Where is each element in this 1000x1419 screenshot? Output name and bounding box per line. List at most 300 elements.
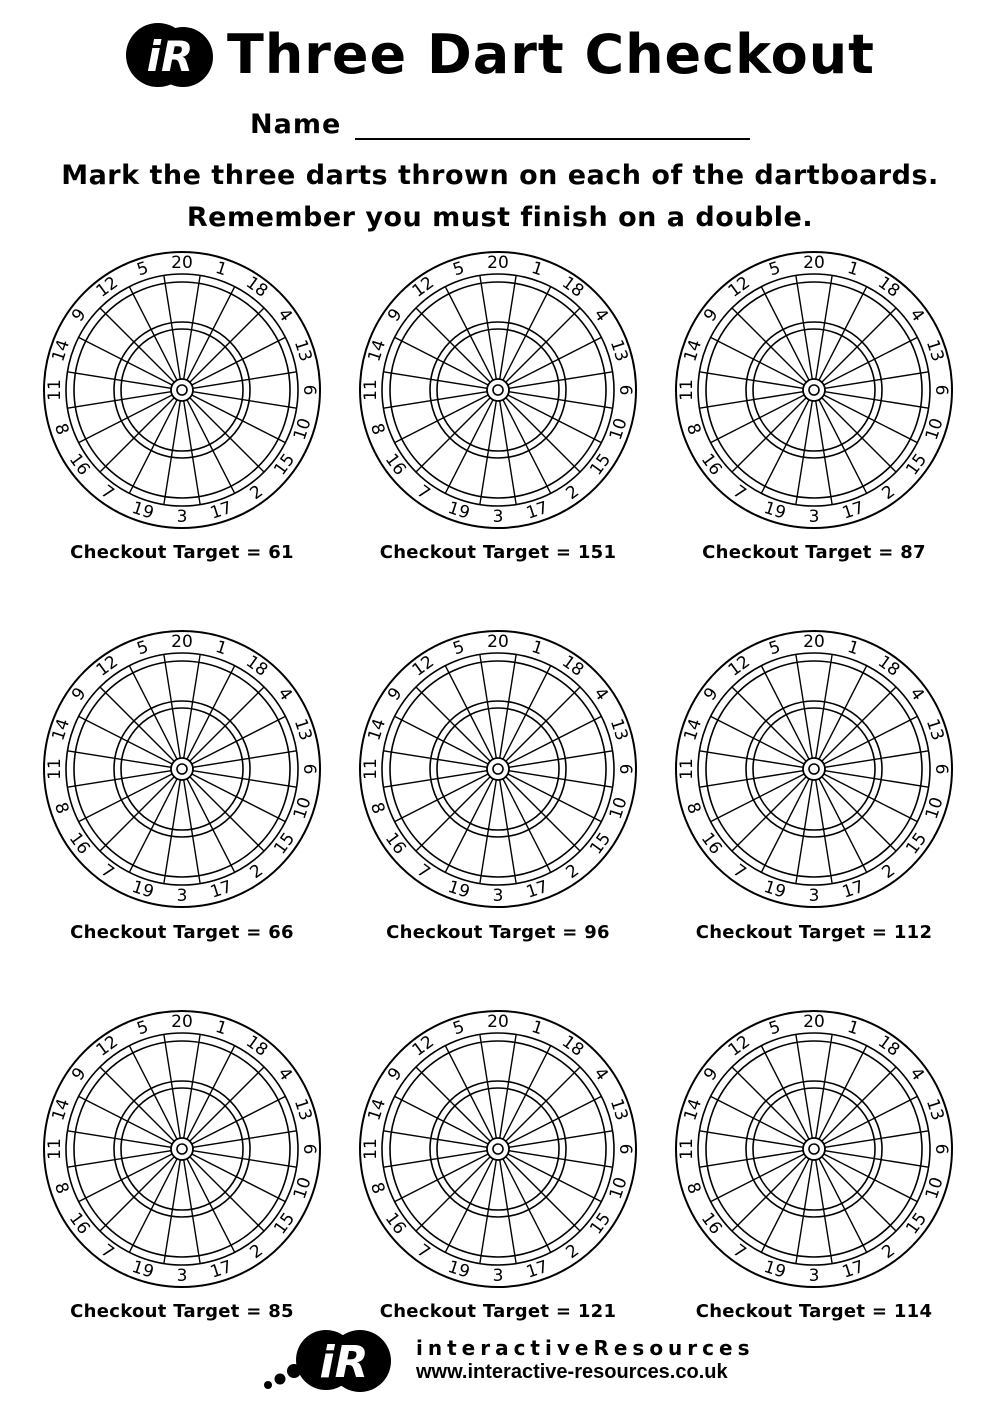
segment-divider (164, 275, 180, 379)
segment-number: 15 (586, 450, 616, 480)
segment-divider (100, 1067, 174, 1141)
segment-number: 6 (931, 763, 951, 775)
segment-number: 18 (874, 1031, 904, 1061)
segment-number: 9 (67, 684, 91, 705)
segment-number: 10 (605, 415, 632, 443)
segment-number: 20 (803, 1012, 825, 1032)
segment-number: 7 (729, 481, 750, 505)
segment-number: 18 (558, 1031, 588, 1061)
segment-number: 8 (366, 421, 389, 438)
segment-divider (416, 398, 490, 472)
segment-number: 11 (45, 1138, 65, 1160)
segment-number: 8 (682, 800, 705, 817)
segment-number: 20 (171, 1012, 193, 1032)
website-link[interactable]: www.interactive-resources.co.uk (416, 1361, 728, 1383)
segment-number: 20 (487, 632, 509, 652)
segment-number: 14 (48, 337, 75, 365)
segment-divider (193, 1131, 297, 1147)
segment-number: 14 (364, 1096, 391, 1124)
segment-divider (825, 392, 929, 408)
segment-divider (383, 771, 487, 787)
segment-divider (509, 751, 613, 767)
segment-number: 11 (677, 379, 697, 401)
bullseye (809, 385, 819, 395)
segment-number: 3 (492, 507, 504, 527)
segment-divider (699, 771, 803, 787)
segment-number: 8 (50, 800, 73, 817)
segment-divider (506, 1157, 580, 1231)
segment-number: 6 (299, 763, 319, 775)
segment-number: 14 (680, 337, 707, 365)
segment-number: 18 (558, 272, 588, 302)
segment-divider (699, 1151, 803, 1167)
segment-divider (500, 1034, 516, 1138)
bullseye (177, 1144, 187, 1154)
segment-number: 4 (273, 305, 297, 326)
checkout-target: Checkout Target = 151 (379, 542, 617, 563)
segment-divider (500, 401, 516, 505)
segment-divider (184, 275, 200, 379)
segment-number: 3 (808, 886, 820, 906)
footer (260, 1327, 755, 1393)
segment-divider (383, 751, 487, 767)
segment-divider (67, 771, 171, 787)
segment-divider (480, 1034, 496, 1138)
checkout-target: Checkout Target = 96 (386, 922, 610, 943)
segment-divider (383, 372, 487, 388)
segment-number: 11 (45, 379, 65, 401)
segment-divider (67, 1151, 171, 1167)
segment-divider (100, 308, 174, 382)
segment-number: 2 (878, 1240, 899, 1264)
segment-divider (825, 1131, 929, 1147)
checkout-target: Checkout Target = 85 (70, 1301, 294, 1322)
segment-divider (164, 654, 180, 758)
segment-number: 19 (129, 876, 157, 903)
segment-number: 10 (921, 1174, 948, 1202)
segment-divider (383, 392, 487, 408)
segment-number: 4 (905, 305, 929, 326)
segment-number: 10 (289, 794, 316, 822)
segment-number: 10 (921, 794, 948, 822)
segment-number: 8 (50, 421, 73, 438)
segment-number: 18 (242, 272, 272, 302)
name-field (250, 100, 750, 140)
segment-number: 4 (589, 1064, 613, 1085)
ir-logo (260, 1327, 400, 1393)
segment-number: 1 (213, 637, 230, 660)
segment-number: 1 (845, 637, 862, 660)
segment-number: 3 (176, 507, 188, 527)
segment-number: 4 (273, 684, 297, 705)
segment-divider (732, 687, 806, 761)
segment-number: 11 (677, 1138, 697, 1160)
segment-number: 2 (562, 860, 583, 884)
segment-number: 10 (289, 1174, 316, 1202)
segment-divider (67, 372, 171, 388)
segment-number: 18 (874, 272, 904, 302)
segment-number: 6 (615, 1143, 635, 1155)
segment-number: 12 (724, 272, 754, 302)
instruction-line-1: Mark the three darts thrown on each of the dartboards. (61, 160, 939, 191)
segment-number: 17 (839, 497, 867, 524)
segment-number: 3 (808, 507, 820, 527)
segment-divider (822, 398, 896, 472)
segment-number: 17 (207, 1256, 235, 1283)
segment-number: 10 (921, 415, 948, 443)
segment-number: 11 (45, 758, 65, 780)
segment-number: 20 (803, 253, 825, 273)
segment-divider (816, 780, 832, 884)
segment-number: 16 (696, 450, 726, 480)
segment-number: 10 (605, 794, 632, 822)
segment-number: 9 (383, 1064, 407, 1085)
segment-number: 1 (529, 637, 546, 660)
segment-divider (193, 771, 297, 787)
segment-number: 3 (176, 886, 188, 906)
segment-number: 16 (64, 1209, 94, 1239)
dartboard[interactable] (674, 250, 954, 530)
segment-number: 13 (289, 716, 316, 744)
segment-number: 16 (696, 829, 726, 859)
segment-number: 15 (586, 1209, 616, 1239)
segment-divider (193, 1151, 297, 1167)
segment-number: 7 (97, 860, 118, 884)
segment-number: 17 (207, 876, 235, 903)
segment-number: 8 (682, 1180, 705, 1197)
segment-divider (190, 777, 264, 851)
segment-number: 17 (207, 497, 235, 524)
segment-divider (480, 275, 496, 379)
segment-divider (732, 1067, 806, 1141)
segment-number: 17 (839, 876, 867, 903)
segment-divider (480, 780, 496, 884)
segment-number: 19 (761, 876, 789, 903)
segment-number: 19 (445, 497, 473, 524)
segment-divider (509, 392, 613, 408)
segment-divider (822, 1067, 896, 1141)
segment-number: 15 (270, 829, 300, 859)
segment-divider (100, 687, 174, 761)
segment-divider (190, 398, 264, 472)
segment-number: 10 (605, 1174, 632, 1202)
segment-divider (699, 392, 803, 408)
segment-number: 13 (605, 337, 632, 365)
segment-divider (816, 1160, 832, 1264)
segment-number: 13 (289, 337, 316, 365)
checkout-target: Checkout Target = 121 (379, 1301, 617, 1322)
segment-number: 19 (129, 1256, 157, 1283)
segment-number: 13 (605, 1096, 632, 1124)
segment-divider (190, 1067, 264, 1141)
segment-number: 10 (289, 415, 316, 443)
segment-number: 18 (242, 1031, 272, 1061)
segment-number: 4 (905, 684, 929, 705)
segment-number: 5 (766, 637, 783, 660)
segment-number: 7 (97, 481, 118, 505)
segment-number: 12 (408, 651, 438, 681)
segment-divider (506, 687, 580, 761)
segment-number: 18 (874, 651, 904, 681)
segment-divider (193, 392, 297, 408)
bullseye (809, 764, 819, 774)
segment-number: 20 (171, 253, 193, 273)
name-label: Name (250, 109, 342, 140)
segment-divider (825, 751, 929, 767)
segment-number: 18 (558, 651, 588, 681)
dartboard[interactable] (42, 250, 322, 530)
segment-number: 1 (529, 1017, 546, 1040)
segment-divider (193, 751, 297, 767)
dartboard[interactable] (42, 1009, 322, 1289)
segment-divider (699, 751, 803, 767)
segment-divider (822, 1157, 896, 1231)
segment-number: 6 (931, 384, 951, 396)
segment-divider (416, 777, 490, 851)
segment-number: 2 (878, 481, 899, 505)
segment-number: 15 (586, 829, 616, 859)
segment-number: 9 (383, 305, 407, 326)
segment-divider (816, 401, 832, 505)
segment-divider (732, 308, 806, 382)
segment-divider (509, 372, 613, 388)
segment-number: 19 (761, 497, 789, 524)
segment-number: 1 (845, 258, 862, 281)
segment-divider (193, 372, 297, 388)
segment-divider (732, 777, 806, 851)
segment-divider (816, 1034, 832, 1138)
segment-number: 19 (129, 497, 157, 524)
segment-number: 12 (92, 1031, 122, 1061)
segment-divider (506, 777, 580, 851)
segment-divider (796, 654, 812, 758)
segment-number: 17 (523, 876, 551, 903)
segment-number: 13 (921, 716, 948, 744)
segment-divider (509, 1151, 613, 1167)
segment-number: 6 (299, 384, 319, 396)
segment-divider (509, 771, 613, 787)
segment-number: 5 (134, 1017, 151, 1040)
segment-number: 3 (492, 886, 504, 906)
segment-divider (383, 1151, 487, 1167)
segment-number: 8 (366, 800, 389, 817)
segment-divider (100, 777, 174, 851)
segment-number: 16 (64, 450, 94, 480)
segment-divider (164, 1034, 180, 1138)
segment-number: 5 (766, 258, 783, 281)
dartboard[interactable] (358, 1009, 638, 1289)
segment-number: 12 (724, 651, 754, 681)
segment-number: 15 (902, 450, 932, 480)
segment-number: 4 (905, 1064, 929, 1085)
segment-number: 8 (50, 1180, 73, 1197)
segment-number: 9 (699, 684, 723, 705)
segment-number: 17 (523, 497, 551, 524)
segment-number: 8 (682, 421, 705, 438)
segment-number: 2 (246, 860, 267, 884)
segment-divider (699, 1131, 803, 1147)
segment-divider (190, 687, 264, 761)
segment-number: 16 (380, 829, 410, 859)
bullseye (177, 764, 187, 774)
checkout-target: Checkout Target = 61 (70, 542, 294, 563)
checkout-target: Checkout Target = 87 (702, 542, 926, 563)
segment-number: 13 (289, 1096, 316, 1124)
segment-divider (480, 654, 496, 758)
segment-number: 2 (562, 481, 583, 505)
bullseye (177, 385, 187, 395)
segment-number: 7 (729, 860, 750, 884)
segment-divider (699, 372, 803, 388)
segment-divider (796, 401, 812, 505)
segment-number: 11 (361, 1138, 381, 1160)
segment-number: 14 (48, 1096, 75, 1124)
segment-number: 11 (677, 758, 697, 780)
segment-number: 2 (246, 481, 267, 505)
segment-divider (184, 780, 200, 884)
brand-name: interactiveResources (416, 1336, 755, 1360)
segment-number: 2 (878, 860, 899, 884)
instructions (0, 155, 1000, 239)
segment-divider (825, 1151, 929, 1167)
segment-number: 13 (605, 716, 632, 744)
segment-divider (500, 780, 516, 884)
segment-divider (796, 1034, 812, 1138)
segment-number: 11 (361, 379, 381, 401)
logo-text: iR (319, 1337, 369, 1388)
segment-number: 3 (492, 1266, 504, 1286)
segment-number: 16 (696, 1209, 726, 1239)
segment-divider (796, 780, 812, 884)
segment-divider (480, 1160, 496, 1264)
dartboard[interactable] (358, 250, 638, 530)
name-input-line[interactable] (355, 108, 750, 140)
dartboard[interactable] (42, 629, 322, 909)
checkout-target: Checkout Target = 66 (70, 922, 294, 943)
segment-number: 5 (450, 1017, 467, 1040)
segment-number: 5 (134, 637, 151, 660)
segment-divider (416, 687, 490, 761)
segment-divider (796, 1160, 812, 1264)
segment-number: 20 (803, 632, 825, 652)
segment-divider (67, 392, 171, 408)
segment-divider (506, 308, 580, 382)
segment-number: 3 (176, 1266, 188, 1286)
segment-number: 15 (902, 1209, 932, 1239)
segment-number: 9 (699, 305, 723, 326)
segment-divider (822, 687, 896, 761)
segment-number: 13 (921, 337, 948, 365)
segment-number: 12 (724, 1031, 754, 1061)
segment-number: 12 (92, 651, 122, 681)
segment-divider (500, 1160, 516, 1264)
segment-divider (190, 308, 264, 382)
segment-divider (825, 372, 929, 388)
segment-number: 15 (270, 450, 300, 480)
segment-number: 18 (242, 651, 272, 681)
segment-number: 5 (450, 258, 467, 281)
segment-number: 12 (408, 272, 438, 302)
segment-number: 20 (487, 253, 509, 273)
segment-divider (184, 1034, 200, 1138)
segment-number: 12 (92, 272, 122, 302)
bullseye (493, 764, 503, 774)
segment-number: 13 (921, 1096, 948, 1124)
segment-divider (100, 1157, 174, 1231)
segment-number: 15 (902, 829, 932, 859)
segment-divider (164, 1160, 180, 1264)
segment-divider (822, 777, 896, 851)
segment-number: 4 (589, 684, 613, 705)
segment-divider (480, 401, 496, 505)
segment-number: 6 (299, 1143, 319, 1155)
segment-number: 5 (134, 258, 151, 281)
bullseye (493, 1144, 503, 1154)
segment-number: 1 (845, 1017, 862, 1040)
segment-number: 7 (413, 1240, 434, 1264)
segment-number: 19 (445, 876, 473, 903)
segment-divider (506, 398, 580, 472)
segment-number: 14 (680, 716, 707, 744)
segment-number: 4 (273, 1064, 297, 1085)
segment-number: 1 (213, 1017, 230, 1040)
segment-number: 9 (383, 684, 407, 705)
segment-number: 6 (615, 763, 635, 775)
segment-number: 7 (729, 1240, 750, 1264)
segment-number: 19 (445, 1256, 473, 1283)
segment-number: 9 (699, 1064, 723, 1085)
segment-divider (416, 308, 490, 382)
segment-divider (416, 1157, 490, 1231)
segment-number: 20 (487, 1012, 509, 1032)
segment-number: 12 (408, 1031, 438, 1061)
segment-number: 4 (589, 305, 613, 326)
segment-number: 15 (270, 1209, 300, 1239)
segment-divider (190, 1157, 264, 1231)
segment-number: 2 (246, 1240, 267, 1264)
segment-number: 7 (413, 481, 434, 505)
segment-number: 14 (364, 716, 391, 744)
footer-text (416, 1336, 755, 1384)
segment-number: 3 (808, 1266, 820, 1286)
logo-text: iR (146, 32, 194, 81)
checkout-target: Checkout Target = 114 (695, 1301, 933, 1322)
dartboard[interactable] (358, 629, 638, 909)
segment-number: 1 (213, 258, 230, 281)
segment-number: 6 (931, 1143, 951, 1155)
segment-divider (509, 1131, 613, 1147)
dartboard[interactable] (674, 629, 954, 909)
segment-divider (416, 1067, 490, 1141)
segment-number: 19 (761, 1256, 789, 1283)
segment-number: 17 (523, 1256, 551, 1283)
segment-divider (822, 308, 896, 382)
segment-divider (383, 1131, 487, 1147)
checkout-target: Checkout Target = 112 (695, 922, 933, 943)
bullseye (493, 385, 503, 395)
segment-divider (164, 401, 180, 505)
segment-number: 9 (67, 305, 91, 326)
dartboard[interactable] (674, 1009, 954, 1289)
segment-number: 14 (680, 1096, 707, 1124)
segment-divider (500, 654, 516, 758)
segment-divider (164, 780, 180, 884)
segment-divider (732, 398, 806, 472)
segment-divider (100, 398, 174, 472)
segment-divider (816, 654, 832, 758)
segment-divider (816, 275, 832, 379)
segment-number: 8 (366, 1180, 389, 1197)
